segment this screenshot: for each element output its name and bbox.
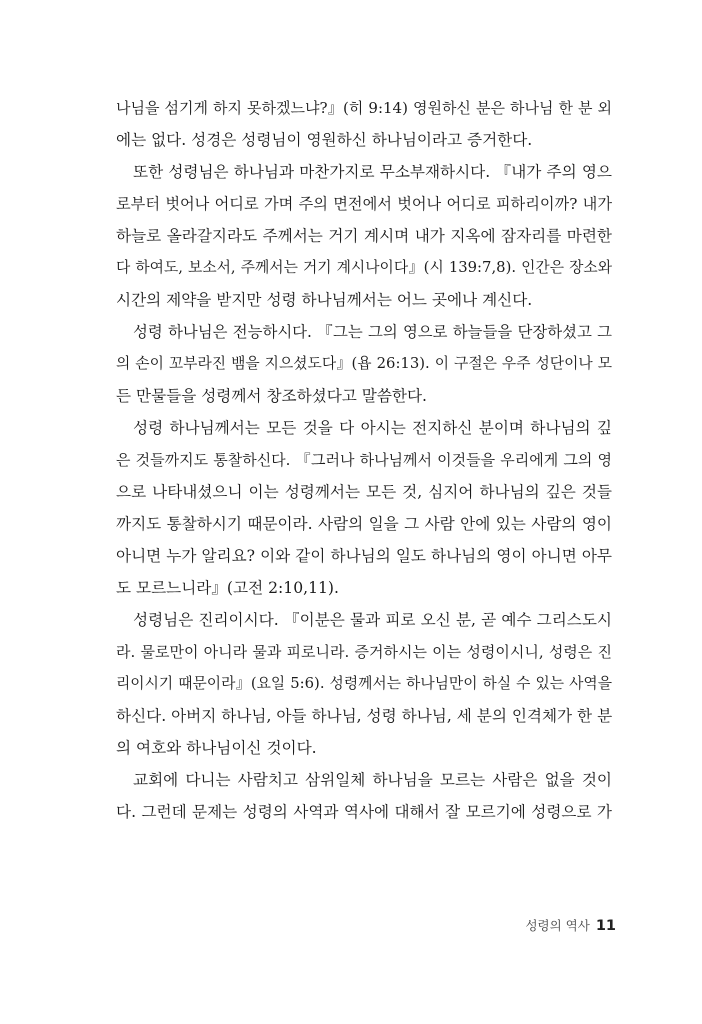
text-line: 나님을 섬기게 하지 못하겠느냐?』(히 9:14) 영원하신 분은 하나님 한 분 외 — [116, 99, 612, 117]
page-number: 11 — [595, 918, 616, 934]
text-line: 하늘로 올라갈지라도 주께서는 거기 계시며 내가 지옥에 잠자리를 마련한 — [116, 227, 612, 245]
text-line: 도 모르느니라』(고전 2:10,11). — [116, 579, 339, 597]
text-line: 리이시기 때문이라』(요일 5:6). 성령께서는 하나님만이 하실 수 있는 사역을 — [116, 675, 612, 692]
text-line: 의 여호와 하나님이신 것이다. — [116, 739, 317, 757]
text-line: 든 만물들을 성령께서 창조하셨다고 말씀한다. — [116, 387, 427, 405]
text-line: 다. 그런데 문제는 성령의 사역과 역사에 대해서 잘 모르기에 성령으로 가 — [116, 803, 612, 821]
text-line: 교회에 다니는 사람치고 삼위일체 하나님을 모르는 사람은 없을 것이 — [133, 771, 612, 789]
text-line: 까지도 통찰하시기 때문이라. 사람의 일을 그 사람 안에 있는 사람의 영이 — [116, 515, 612, 533]
text-line: 라. 물로만이 아니라 물과 피로니라. 증거하시는 이는 성령이시니, 성령은 진 — [116, 643, 612, 661]
footer-book-title: 성령의 역사 — [525, 918, 590, 933]
text-line: 다 하여도, 보소서, 주께서는 거기 계시나이다』(시 139:7,8). 인간은 장소와 — [116, 259, 612, 276]
text-line: 또한 성령님은 하나님과 마찬가지로 무소부재하시다. 『내가 주의 영으 — [133, 163, 612, 181]
body-text — [116, 92, 612, 828]
text-line: 하신다. 아버지 하나님, 아들 하나님, 성령 하나님, 세 분의 인격체가 한 분 — [116, 707, 612, 725]
text-line: 로부터 벗어나 어디로 가며 주의 면전에서 벗어나 어디로 피하리이까? 내가 — [116, 195, 612, 213]
text-line: 시간의 제약을 받지만 성령 하나님께서는 어느 곳에나 계신다. — [116, 291, 533, 309]
text-line: 은 것들까지도 통찰하신다. 『그러나 하나님께서 이것들을 우리에게 그의 영 — [116, 451, 612, 469]
text-line: 에는 없다. 성경은 성령님이 영원하신 하나님이라고 증거한다. — [116, 131, 533, 149]
text-line: 성령 하나님은 전능하시다. 『그는 그의 영으로 하늘들을 단장하셨고 그 — [133, 323, 612, 341]
text-line: 아니면 누가 알리요? 이와 같이 하나님의 일도 하나님의 영이 아니면 아무 — [116, 547, 612, 565]
text-line: 으로 나타내셨으니 이는 성령께서는 모든 것, 심지어 하나님의 깊은 것들 — [116, 483, 612, 501]
text-line: 의 손이 꼬부라진 뱀을 지으셨도다』(욥 26:13). 이 구절은 우주 성단이나 모 — [116, 355, 612, 372]
running-footer — [525, 915, 616, 934]
text-line: 성령 하나님께서는 모든 것을 다 아시는 전지하신 분이며 하나님의 깊 — [133, 419, 612, 437]
text-line: 성령님은 진리이시다. 『이분은 물과 피로 오신 분, 곧 예수 그리스도시 — [133, 611, 612, 629]
